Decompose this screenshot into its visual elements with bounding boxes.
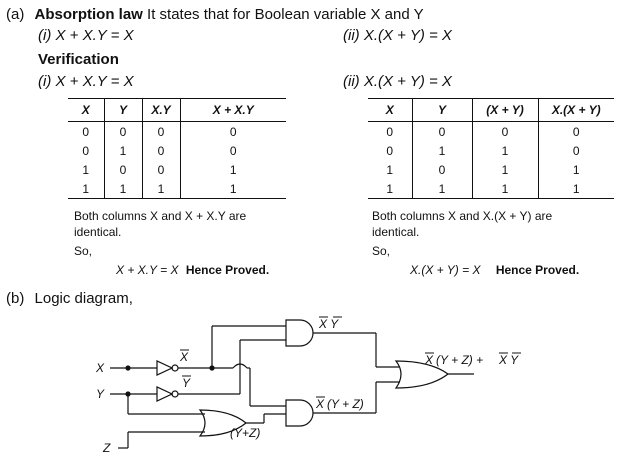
table-cell: 0 (142, 160, 180, 179)
table-header: X + X.Y (180, 99, 286, 122)
part-a-statement: It states that for Boolean variable X and Y (142, 6, 424, 23)
table-cell: 0 (572, 143, 580, 158)
and-gate-2 (286, 400, 313, 426)
right-caption: (ii) X.(X + Y) = X (343, 73, 452, 90)
table-cell: 1 (104, 141, 142, 160)
table-cell: 1 (472, 179, 538, 199)
table-cell: 0 (142, 141, 180, 160)
final-output-rest: (Y + Z) + (436, 353, 484, 367)
and-gate-1 (286, 320, 313, 346)
and2-output-rest: (Y + Z) (327, 397, 364, 411)
table-cell: 0 (104, 122, 142, 142)
part-a-title: Absorption law (34, 6, 143, 23)
table-header: X.(X + Y) (538, 99, 614, 122)
part-b-title: Logic diagram, (34, 290, 133, 307)
table-cell: 0 (68, 141, 104, 160)
input-z-label: Z (103, 441, 111, 455)
table-cell: 1 (180, 179, 286, 199)
table-cell: 1 (68, 179, 104, 199)
table-cell: 0 (412, 160, 472, 179)
left-hence-proved: Hence Proved. (185, 263, 270, 277)
left-note-line1: Both columns X and X + X.Y are (74, 209, 247, 223)
table-header: X (68, 99, 104, 122)
right-note-line1: Both columns X and X.(X + Y) are (372, 209, 553, 223)
table-cell: 1 (368, 179, 412, 199)
table-cell: 0 (368, 122, 412, 142)
law-ii: (ii) X.(X + Y) = X (343, 27, 452, 44)
table-cell: 1 (572, 162, 580, 177)
left-so: So, (74, 244, 93, 258)
table-cell: 0 (229, 143, 237, 158)
table-cell: 0 (229, 124, 237, 139)
table-header: (X + Y) (472, 99, 538, 122)
left-result-expr: X + X.Y = X (116, 263, 179, 277)
not-gate-y (157, 387, 172, 401)
table-cell: 1 (412, 141, 472, 160)
table-cell: 1 (412, 179, 472, 199)
right-note-line2: identical. (372, 225, 420, 239)
table-cell: 1 (229, 162, 237, 177)
table-header: X.Y (142, 99, 180, 122)
table-cell: 0 (572, 124, 580, 139)
table-cell: 1 (142, 179, 180, 199)
and2-output-bar: X (316, 397, 325, 411)
law-i: (i) X + X.Y = X (38, 27, 134, 44)
table-cell: 1 (68, 160, 104, 179)
left-caption: (i) X + X.Y = X (38, 73, 134, 90)
input-y-label: Y (96, 387, 105, 401)
verification-heading: Verification (38, 51, 119, 68)
final-output-xy: X Y (499, 353, 519, 367)
table-header: X (368, 99, 412, 122)
part-a-label: (a) (6, 6, 25, 23)
table-header: Y (412, 99, 472, 122)
table-cell: 0 (142, 122, 180, 142)
not-gate-x (157, 361, 172, 375)
right-hence-proved: Hence Proved. (495, 263, 580, 277)
table-cell: 1 (472, 160, 538, 179)
table-header: Y (104, 99, 142, 122)
table-cell: 1 (538, 179, 614, 199)
left-note-line2: identical. (74, 225, 122, 239)
table-cell: 1 (104, 179, 142, 199)
table-cell: 0 (104, 160, 142, 179)
input-x-label: X (96, 361, 105, 375)
table-cell: 0 (472, 122, 538, 142)
table-cell: 0 (412, 122, 472, 142)
table-cell: 0 (368, 141, 412, 160)
part-b-label: (b) (6, 290, 25, 307)
right-result-expr: X.(X + Y) = X (410, 263, 481, 277)
and1-output-label: X Y (319, 317, 339, 331)
table-cell: 0 (68, 122, 104, 142)
or1-output-label: (Y+Z) (230, 426, 261, 440)
right-so: So, (372, 244, 391, 258)
final-output-bar: X (425, 353, 434, 367)
table-cell: 1 (472, 141, 538, 160)
table-cell: 1 (368, 160, 412, 179)
not-x-label: X (180, 350, 189, 364)
not-y-label: Y (182, 376, 191, 390)
